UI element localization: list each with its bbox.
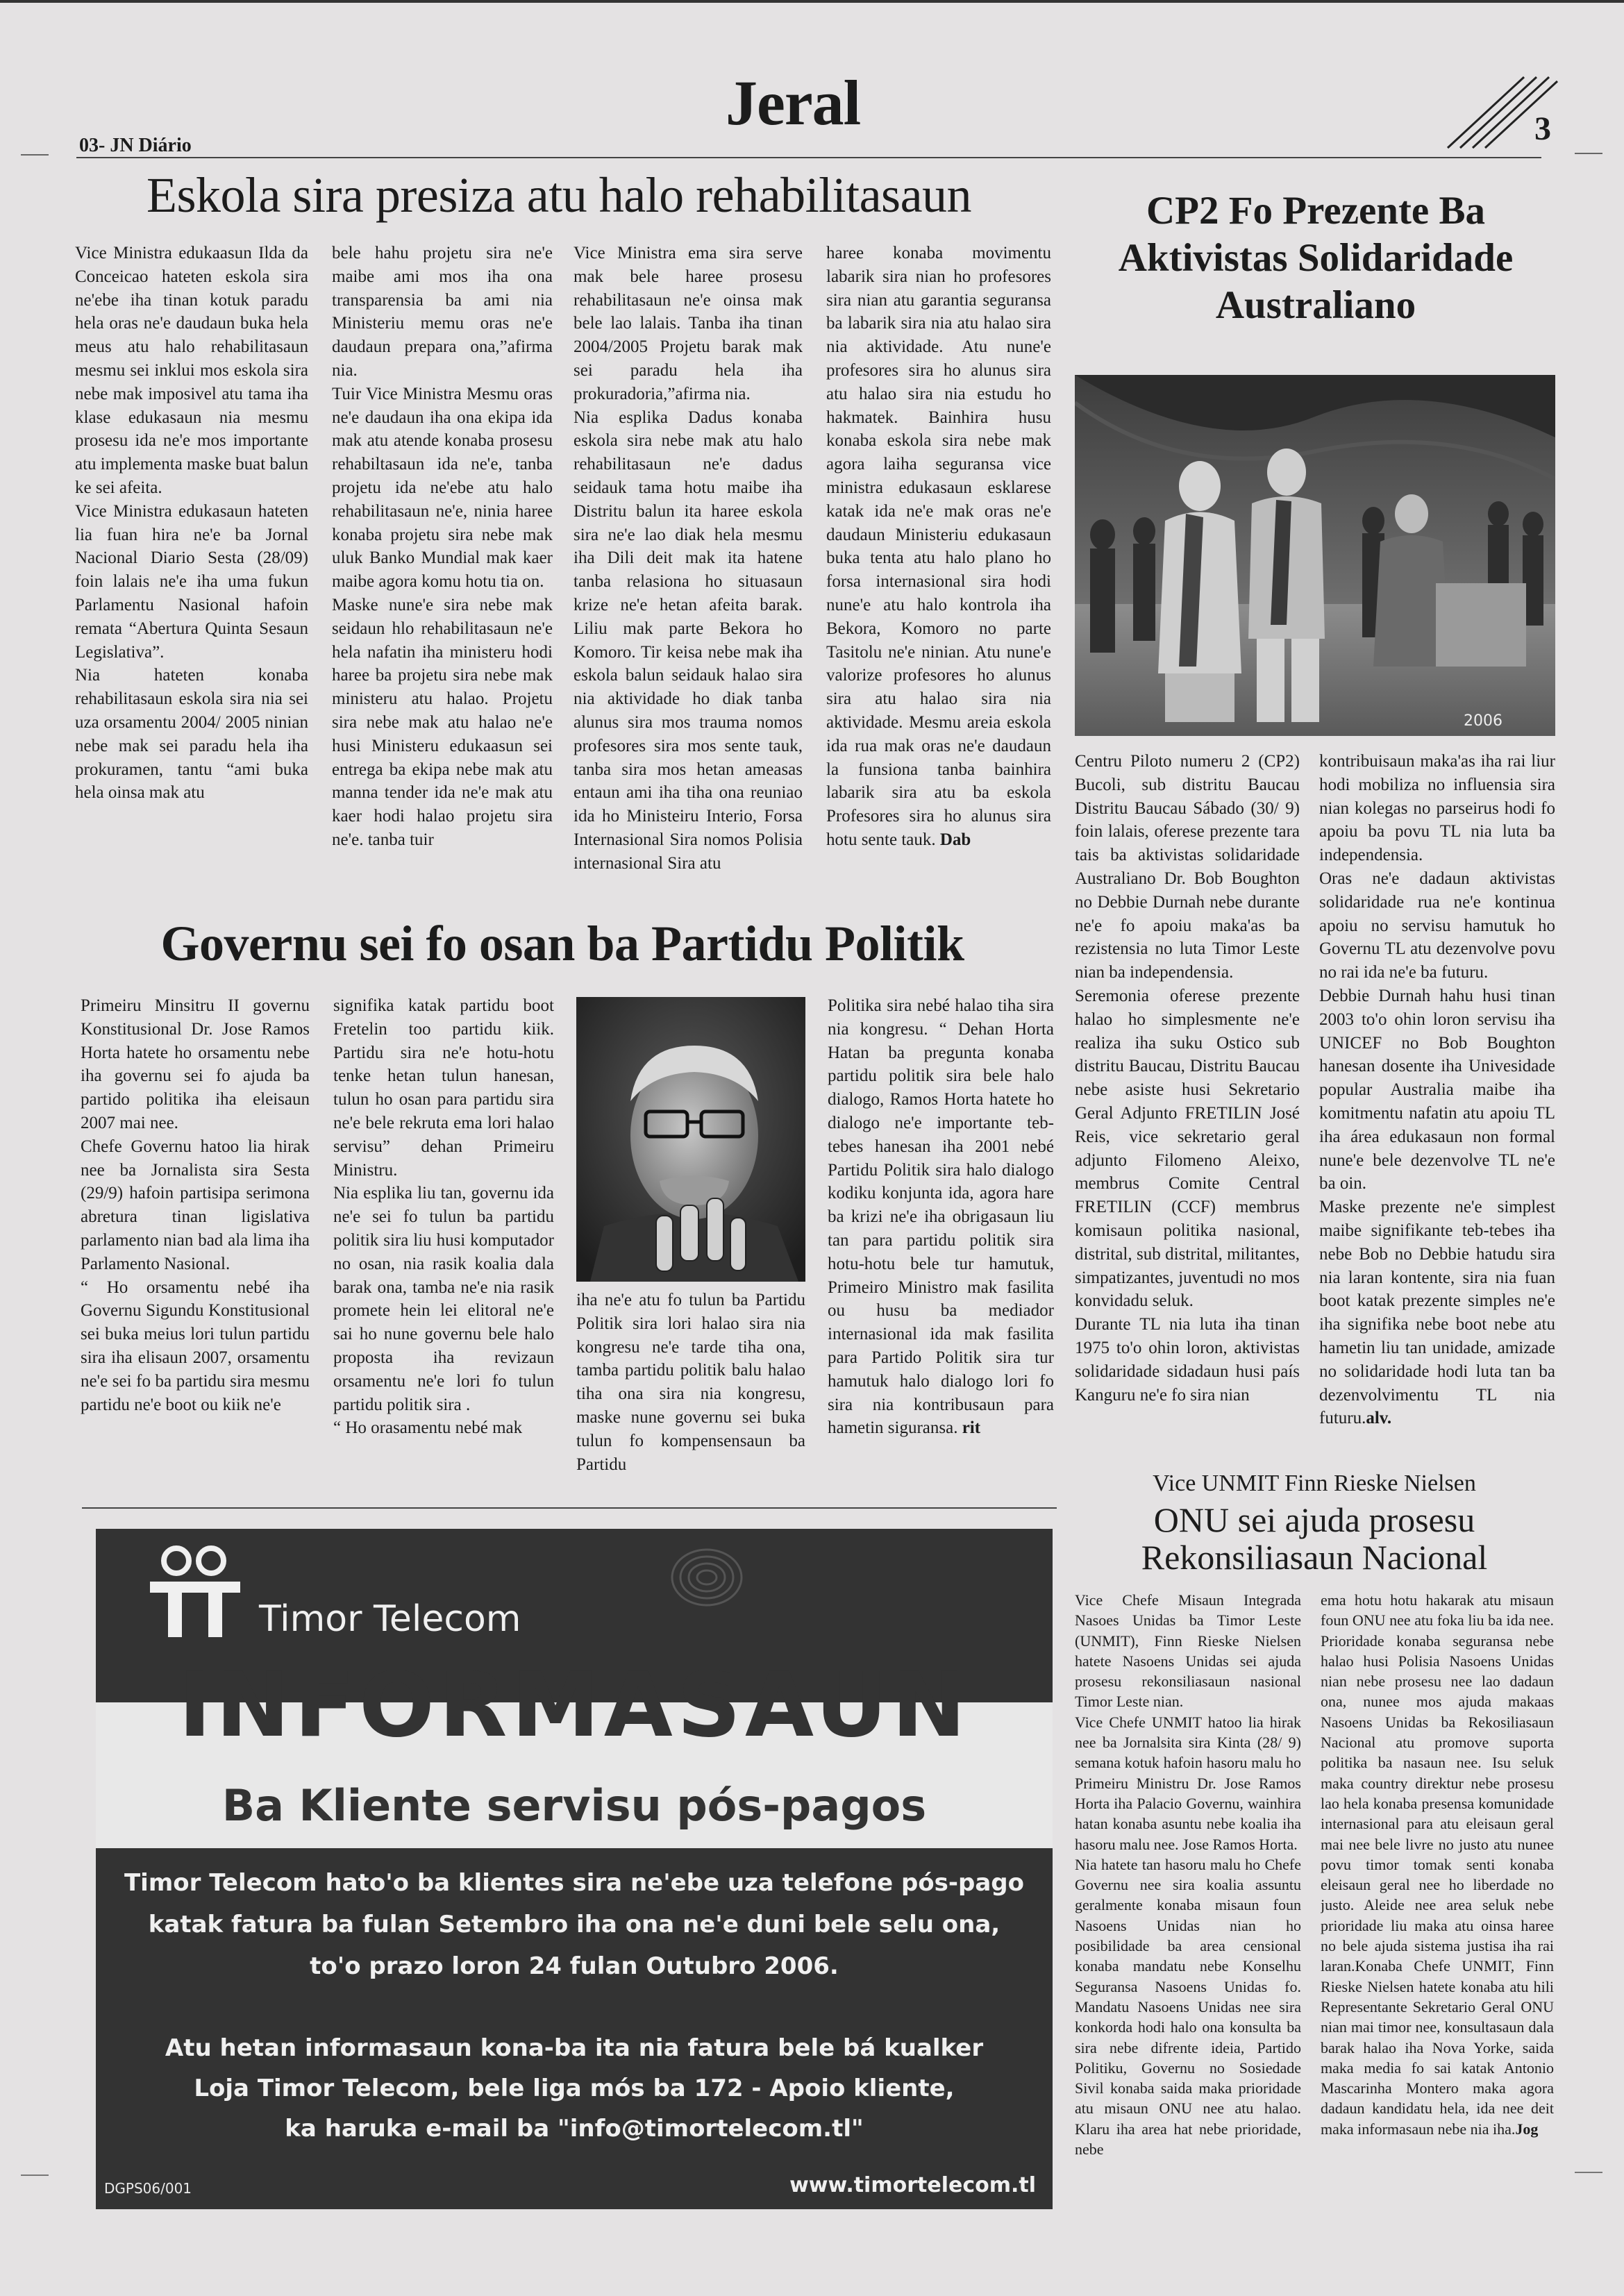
paragraph: Primeiru Minsitru II governu Konstitusional Dr. Jose Ramos Horta hatete ho orsamentu nebe iha governu sei fo ajuda ba partido politika iha eleisaun 2007 mai nee.	[81, 996, 310, 1132]
article4-headline-line2: Rekonsiliasaun Nacional	[1141, 1538, 1488, 1577]
portrait-illustration	[576, 997, 805, 1282]
paragraph: ema hotu hotu hakarak atu misaun foun ONU nee atu foka liu ba ida nee. Prioridade konaba seguransa nebe halao husi Polisia Nasoens Unidas nian nebe prosesu nee lao dadaun ona, nunee mos ajuda makaas Nasoens Unidas ba Rekosiliasaun Nacional atu promove suporta politika ba nasaun nee. Isu seluk maka country direktur nebe prosesu lao hela konaba presensa komunidade internasional para atu eleisaun geral mai nee bele livre no justo atu nunee povu timor tomak senti konaba eleisaun geral nee ho liberdade no justo. Aleide nee area seluk nebe prioridade liu maka atu oinsa haree no bele ajuda sistema justisa iha rai laran.Konaba Chefe UNMIT, Finn Rieske Nielsen hatete konaba atu hili Representante Sekretario Geral ONU nian mai timor nee, konsultasaun dala barak halao iha Nova Yorke, saida maka media fo sai katak Antonio Mascarinha Montero maka agora dadaun kandidatu hela, ida nee deit maka informasaun nebe nia iha.Jog	[1321, 1591, 1554, 2138]
article2-column-4	[828, 994, 1054, 1497]
margin-tick-left	[21, 2175, 49, 2176]
author-signature: Dab	[939, 830, 971, 849]
ad-code: DGPS06/001	[104, 2180, 192, 2197]
paragraph: Nia hatete tan hasoru malu ho Chefe Governu nee sira koalia assuntu geralmente konaba misaun foun Nasoens Unidas nian ho posibilidade ba area censional konaba mandatu nebe Konselhu Seguransa Nasoens Unidas fo. Mandatu Nasoens Unidas nee sira konkorda hodi halo ona konsulta ba sira nebe difrente ideia, Partido Politiku, Governu no Sosiedade Sivil konaba saida maka prioridade atu misaun ONU nee atu halao. Klaru iha area hat nebe prioridade, nebe	[1075, 1855, 1301, 2159]
article1-column-3	[574, 242, 803, 914]
paragraph: “ Ho orasamentu nebé mak	[333, 1418, 523, 1438]
article3-headline: CP2 Fo Prezente Ba Aktivistas Solidaridade Australiano	[1118, 189, 1514, 327]
article2-column-1	[81, 994, 310, 1497]
article1-column-1	[75, 242, 308, 914]
paragraph: Oras ne'e dadaun aktivistas solidaridade rua ne'e kontinua apoiu no servisu hamutuk ho Governu TL atu dezenvolve povu no rai ida ne'e ba futuru.	[1319, 869, 1555, 982]
ad-message-line: katak fatura ba fulan Setembro iha ona ne'e duni bele selu ona,	[148, 1911, 1001, 1938]
paragraph: Vice Ministra ema sira serve mak bele haree prosesu rehabilitasaun ne'e oinsa mak bele lao lalais. Tanba iha tinan 2004/2005 Projetu barak mak sei paradu hela iha prokuradoria,”afirma nia.	[574, 244, 803, 403]
article1-column-4	[826, 242, 1051, 914]
paragraph: Durante TL nia luta iha tinan 1975 to'o ohin loron, aktivistas solidaridade sidadaun husi país Kanguru ne'e fo sira nian	[1075, 1315, 1300, 1405]
article4-column-1	[1075, 1590, 1301, 2226]
header-rule	[76, 157, 1541, 158]
paragraph: Centru Piloto numeru 2 (CP2) Bucoli, sub distritu Baucau Distritu Baucau Sábado (30/ 9) foin lalais, oferese prezente tara tais ba aktivistas solidaridade Australiano Dr. Bob Boughton no Debbie Durnah nebe durante ne'e fo apoiu maka'as ba rezistensia no luta Timor Leste nian ba independensia.	[1075, 752, 1300, 982]
paragraph: signifika katak partidu boot Fretelin too partidu kiik. Partidu sira ne'e hotu-hotu tenke hetan tulun hanesan, tulun ho osan para partidu sira ne'e bele rekruta ema lori halao servisu” dehan Primeiru Ministru.	[333, 996, 554, 1180]
article2-portrait-photo	[576, 997, 805, 1282]
fingerprint-smudge-icon	[665, 1543, 748, 1612]
ad-message-box	[96, 1848, 1053, 2209]
paragraph: “ Ho orsamentu nebé iha Governu Sigundu Konstitusional sei buka meius lori tulun partidu sira iha elisaun 2007, orsamentu ne'e sei fo ba partidu sira mesmu partidu ne'e boot ou kiik ne'e	[81, 1277, 310, 1414]
ad-info-line: Atu hetan informasaun kona-ba ita nia fatura bele bá kualker	[165, 2034, 984, 2062]
paragraph: kontribuisaun maka'as iha rai liur hodi mobiliza no influensia sira nian kolegas no parseirus hodi fo apoiu ba povu TL nia luta ba independensia.	[1319, 752, 1555, 865]
ad-website-link[interactable]: www.timortelecom.tl	[789, 2173, 1036, 2197]
paragraph: Nia hateten konaba rehabilitasaun eskola sira nia sei uza orsamentu 2004/ 2005 ninian nebe mak sei paradu hela iha prokuramen, tantu “ami buka hela oinsa mak atu	[75, 666, 308, 803]
paragraph: Vice Ministra edukaasun Ilda da Conceicao hateten eskola sira ne'ebe iha tinan kotuk paradu hela oras ne'e daudaun buka hela meus atu halo rehabilitasaun mesmu sei inklui mos eskola sira nebe mak imposivel atu tama iha klase edukasaun nia mesmu prosesu ida ne'e mos importante atu implementa maske buat balun ke sei afeita.	[75, 244, 308, 497]
ad-info-line: Loja Timor Telecom, bele liga mós ba 172 - Apoio kliente,	[194, 2075, 955, 2102]
article2-column-3	[576, 1289, 805, 1497]
photo-watermark: 2006	[1464, 712, 1502, 730]
paragraph: bele hahu projetu sira ne'e maibe ami mos iha ona transparensia ba ami nia Ministeriu memu oras ne'e daudaun prepara ona,”afirma nia.	[332, 244, 553, 380]
paragraph: Vice Chefe Misaun Integrada Nasoes Unidas ba Timor Leste (UNMIT), Finn Rieske Nielsen hatete Nasoens Unidas sei ajuda prosesu rekonsiliasaun nasional Timor Leste nian.	[1075, 1591, 1301, 1711]
article4-headline-line1: ONU sei ajuda prosesu	[1153, 1500, 1475, 1539]
paragraph: Chefe Governu hatoo lia hirak nee ba Jornalista sira Sesta (29/9) hafoin partisipa serimona abretura tinan ligislativa parlamento nian bad ala lima iha Parlamento Nasional.	[81, 1137, 310, 1273]
article2-headline: Governu sei fo osan ba Partidu Politik	[160, 916, 964, 971]
article4-column-2	[1321, 1590, 1554, 2226]
paragraph: iha ne'e atu fo tulun ba Partidu Politik sira lori halao sira nia kongresu ne'e tarde tiha ona, tamba partidu politik balu halao tiha ona sira nia kongresu, maske nune governu sei buka tulun fo kompensensaun ba Partidu	[576, 1291, 805, 1474]
paragraph: Vice Ministra edukasaun hateten lia fuan hira ne'e ba Jornal Nacional Diario Sesta (28/09) foin lalais ne'e iha uma fukun Parlamentu Nasional hafoin remata “Abertura Quinta Sesaun Legislativa”.	[75, 501, 308, 662]
paragraph: Nia esplika liu tan, governu ida ne'e sei fo tulun ba partidu politik sira liu husi komputador no osan, nia rasik koalia dala barak ona, tamba ne'e nia rasik promete hein lei elitoral ne'e sai ho nune governu bele halo proposta iha revizaun orsamentu ne'e lori fo tulun partidu politik sira .	[333, 1184, 554, 1414]
ad-brand-name: Timor Telecom	[259, 1598, 521, 1640]
article2-column-2	[333, 994, 554, 1497]
article3-column-1	[1075, 750, 1300, 1468]
paragraph: Maske nune'e sira nebe mak seidaun hlo rehabilitasaun ne'e hela nafatin iha ministeru hodi haree ba projetu sira nebe mak ministeru atu halao. Projetu sira nebe mak atu halao ne'e husi Ministeru edukaasun sei entrega ba ekipa nebe mak atu manna tender ida ne'e mak atu kaer hodi halao projetu sira ne'e. tanba tuir	[332, 595, 553, 849]
article2-bottom-rule	[82, 1507, 1057, 1509]
paragraph: haree konaba movimentu labarik sira nian ho profesores sira nian atu garantia seguransa ba labarik sira nia atu halao sira nia aktividade. Atu nune'e profesores sira ho alunus sira atu halao sira nia estudu ho hakmatek. Bainhira husu konaba eskola sira nebe mak agora laiha seguransa vice ministra edukasaun esklarese katak ida ne'e mak oras ne'e daudaun Ministeriu edukasaun buka tenta atu halo plano ho forsa internasional sira hodi nune'e atu halo kontrola iha Bekora, Komoro no parte Tasitolu ne'e ninian. Atu nune'e valorize profesores ho alunus sira atu halao sira nia aktividade. Mesmu areia eskola ida rua mak oras ne'e daudaun la funsiona tanba bainhira labarik sira atu ba eskola Profesores sira ho alunus sira hotu sente tauk. Dab	[826, 244, 1051, 849]
page-number: 3	[1534, 110, 1551, 147]
timor-telecom-logo-icon	[146, 1544, 257, 1641]
top-edge-line	[0, 0, 1624, 3]
ad-subtitle: Ba Kliente servisu pós-pagos	[221, 1780, 927, 1831]
article1-column-2	[332, 242, 553, 914]
header-rule-right-tick	[1575, 153, 1602, 154]
timor-telecom-advertisement	[96, 1529, 1053, 2209]
paragraph: Debbie Durnah hahu husi tinan 2003 to'o ohin loron servisu iha UNICEF no Bob Boughton hanesan dosente iha Univesidade popular Australia maibe iha komitmentu nafatin atu apoiu TL iha área edukasaun non formal nune'e bele dezenvolve TL ne'e ba oin.	[1319, 986, 1555, 1193]
article4-kicker: Vice UNMIT Finn Rieske Nielsen	[1153, 1470, 1476, 1496]
paragraph: Nia esplika Dadus konaba eskola sira nebe mak atu halo rehabilitasaun ne'e dadus seidauk tama hotu maibe iha Distritu balun ita haree eskola sira ne'e lao diak hela mesmu iha Dili deit mak ita hatene tanba relasiona ho situasaun krize ne'e hetan afeita barak. Liliu mak parte Bekora ho Komoro. Tir keisa nebe mak iha eskola balun seidauk halao sira nia aktividade ho diak tanba alunus sira mos trauma nomos profesores sira mos sente tauk, tanba sira mos hetan ameasas entaun ami iha tiha ona reuniao ida ho Ministeiru Interio, Forsa Internasional Sira nomos Polisia internasional Sira atu	[574, 408, 803, 873]
ad-message-line: Timor Telecom hato'o ba klientes sira ne'ebe uza telefone pós-pago	[124, 1869, 1024, 1897]
author-signature: alv.	[1366, 1409, 1392, 1428]
paragraph: Maske prezente ne'e simplest maibe signifikante teb-tebes iha nebe Bob no Debbie hatudu sira nia laran kontente, sira nia fuan boot katak prezente simples ne'e iha signifika nebe boot nebe atu hametin liu tan unidade, amizade no solidaridade hodi luta tan ba dezenvolvimentu TL nia futuru.alv.	[1319, 1198, 1555, 1428]
ad-title: INFORMASAUN	[178, 1654, 971, 1757]
paragraph: Seremonia oferese prezente halao ho simplesmente ne'e realiza iha suku Ostico sub distritu Baucau, Distritu Baucau nebe asiste husi Sekretario Geral Adjunto FRETILIN José Reis, vice sekretario geral adjunto Filomeno Aleixo, membrus Comite Central FRETILIN (CCF) membrus komisaun politika nasional, distrital, sub distrital, militantes, simpatizantes, juventudi no mos konvidadu seluk.	[1075, 986, 1300, 1311]
paragraph: Tuir Vice Ministra Mesmu oras ne'e daudaun iha ona ekipa ida mak atu atende konaba prosesu rehabiltasaun ida ne'e, tanba projetu ida ne'ebe atu halo rehabilitasaun ne'e, ninia haree konaba projetu sira nebe mak uluk Banko Mundial mak kaer maibe agora komu hotu tia on.	[332, 384, 553, 592]
header-rule-left-tick	[21, 154, 49, 156]
ad-info-line: ka haruka e-mail ba "info@timortelecom.tl"	[285, 2115, 864, 2143]
paragraph: Politika sira nebé halao tiha sira nia kongresu. “ Dehan Horta Hatan ba pregunta konaba partidu politik sira bele halo dialogo, Ramos Horta hatete ho dialogo ne'e importante teb-tebes hanesan iha 2001 nebé Partidu Politik sira halo dialogo kodiku konjunta ida, agora hare ba krizi ne'e iha obrigasaun liu tan para partidu politik sira hotu-hotu bele tur hamutuk, Primeiro Ministro mak fasilita ou husu ba mediador internasional ida mak fasilita para Partido Politik sira tur hamutuk halo dialogo lori fo sira nia kontribusaun para hametin siguransa. rit	[828, 996, 1054, 1438]
page-label: 03- JN Diário	[79, 135, 192, 156]
author-signature: Jog	[1515, 2120, 1539, 2138]
article1-headline: Eskola sira presiza atu halo rehabilitasaun	[146, 167, 972, 223]
section-title: Jeral	[726, 67, 861, 138]
ceremony-photo-illustration	[1075, 375, 1555, 736]
article3-photo	[1075, 375, 1555, 736]
ad-message-line: to'o prazo loron 24 fulan Outubro 2006.	[310, 1952, 839, 1980]
paragraph: Vice Chefe UNMIT hatoo lia hirak nee ba Jornalsita sira Kinta (28/ 9) semana kotuk hafoin hasoru malu ho Primeiru Ministru Dr. Jose Ramos Horta iha Palacio Governu, wainhira hatan konaba asuntu nebe koalia iha hasoru malu nee. Jose Ramos Horta.	[1075, 1713, 1301, 1853]
margin-tick-right	[1575, 2172, 1602, 2173]
author-signature: rit	[962, 1418, 981, 1438]
article3-column-2	[1319, 750, 1555, 1468]
